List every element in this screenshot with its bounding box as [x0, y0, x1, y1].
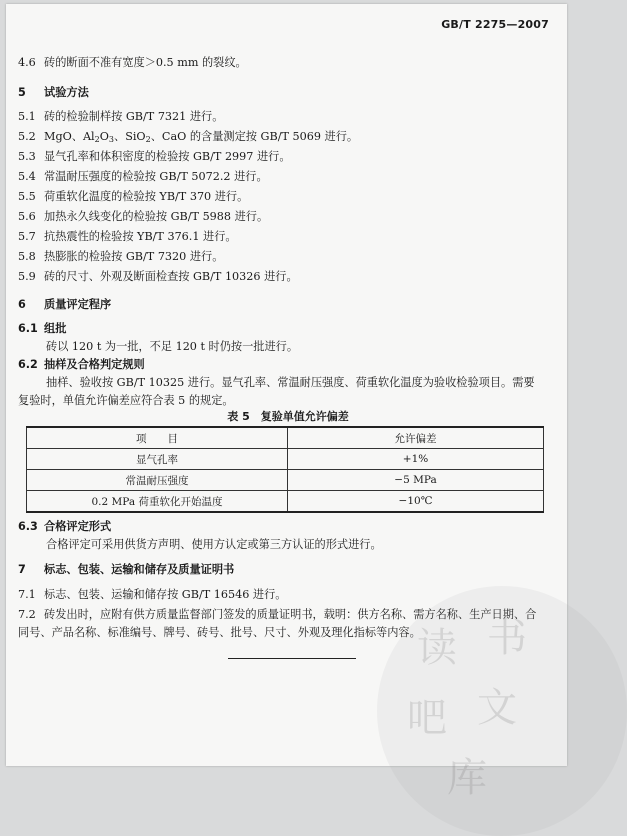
clause-6-3-heading: 6.3 合格评定形式: [18, 520, 112, 533]
table-5-title: 表 5 复验单值允许偏差: [227, 410, 349, 423]
clause-7-2: 7.2 砖发出时，应附有供方质量监督部门签发的质量证明书，载明：供方名称、需方名称、生产日期、合: [18, 608, 537, 621]
clause-5-4: 5.4 常温耐压强度的检验按 GB/T 5072.2 进行。: [18, 170, 268, 183]
clause-5-6: 5.6 加热永久线变化的检验按 GB/T 5988 进行。: [18, 210, 269, 223]
watermark-char: 书: [487, 615, 527, 661]
table-cell-item: 0.2 MPa 荷重软化开始温度: [27, 491, 288, 513]
watermark-seal: [377, 586, 627, 836]
clause-6-2-heading: 6.2 抽样及合格判定规则: [18, 358, 145, 371]
standard-number-header: GB/T 2275—2007: [441, 18, 549, 31]
clause-7-1: 7.1 标志、包装、运输和储存按 GB/T 16546 进行。: [18, 588, 287, 601]
clause-5-7: 5.7 抗热震性的检验按 YB/T 376.1 进行。: [18, 230, 237, 243]
end-rule: [228, 658, 356, 659]
table-cell-item: 常温耐压强度: [27, 470, 288, 491]
table-5: [26, 426, 544, 513]
clause-6-2-text: 抽样、验收按 GB/T 10325 进行。显气孔率、常温耐压强度、荷重软化温度为验收检验项目。需要: [46, 376, 535, 389]
section-6-heading: 6 质量评定程序: [18, 298, 112, 311]
section-7-heading: 7 标志、包装、运输和储存及质量证明书: [18, 563, 235, 576]
table-header-item: 项 目: [27, 427, 288, 449]
table-header-row: [27, 427, 544, 449]
table-cell-item: 显气孔率: [27, 449, 288, 470]
document-page: [6, 4, 567, 801]
watermark-char: 文: [477, 685, 517, 731]
clause-5-3: 5.3 显气孔率和体积密度的检验按 GB/T 2997 进行。: [18, 150, 291, 163]
section-5-heading: 5 试验方法: [18, 86, 89, 99]
clause-4-6: 4.6 砖的断面不准有宽度＞0.5 mm 的裂纹。: [18, 56, 247, 69]
table-header-deviation: 允许偏差: [288, 427, 544, 449]
table-cell-deviation: −10℃: [288, 491, 544, 513]
clause-6-1-heading: 6.1 组批: [18, 322, 67, 335]
table-row: [27, 470, 544, 491]
table-cell-deviation: +1%: [288, 449, 544, 470]
clause-6-3-text: 合格评定可采用供货方声明、使用方认定或第三方认证的形式进行。: [46, 538, 382, 551]
table-row: [27, 491, 544, 513]
table-row: [27, 449, 544, 470]
watermark-char: 库: [447, 755, 487, 801]
watermark-char: 读: [417, 625, 457, 671]
clause-6-1-text: 砖以 120 t 为一批，不足 120 t 时仍按一批进行。: [46, 340, 299, 353]
clause-6-2-text-cont: 复验时，单值允许偏差应符合表 5 的规定。: [18, 394, 234, 407]
clause-5-5: 5.5 荷重软化温度的检验按 YB/T 370 进行。: [18, 190, 249, 203]
clause-5-8: 5.8 热膨胀的检验按 GB/T 7320 进行。: [18, 250, 224, 263]
table-cell-deviation: −5 MPa: [288, 470, 544, 491]
clause-7-2-cont: 同号、产品名称、标准编号、牌号、砖号、批号、尺寸、外观及理化指标等内容。: [18, 626, 421, 639]
clause-5-2: 5.2 MgO、$Al_2O_3$、SiO$_2$、CaO 的含量测定按 GB/T 5069 进行。: [18, 130, 359, 144]
watermark-char: 吧: [407, 695, 447, 741]
clause-5-9: 5.9 砖的尺寸、外观及断面检查按 GB/T 10326 进行。: [18, 270, 298, 283]
clause-5-1: 5.1 砖的检验制样按 GB/T 7321 进行。: [18, 110, 224, 123]
